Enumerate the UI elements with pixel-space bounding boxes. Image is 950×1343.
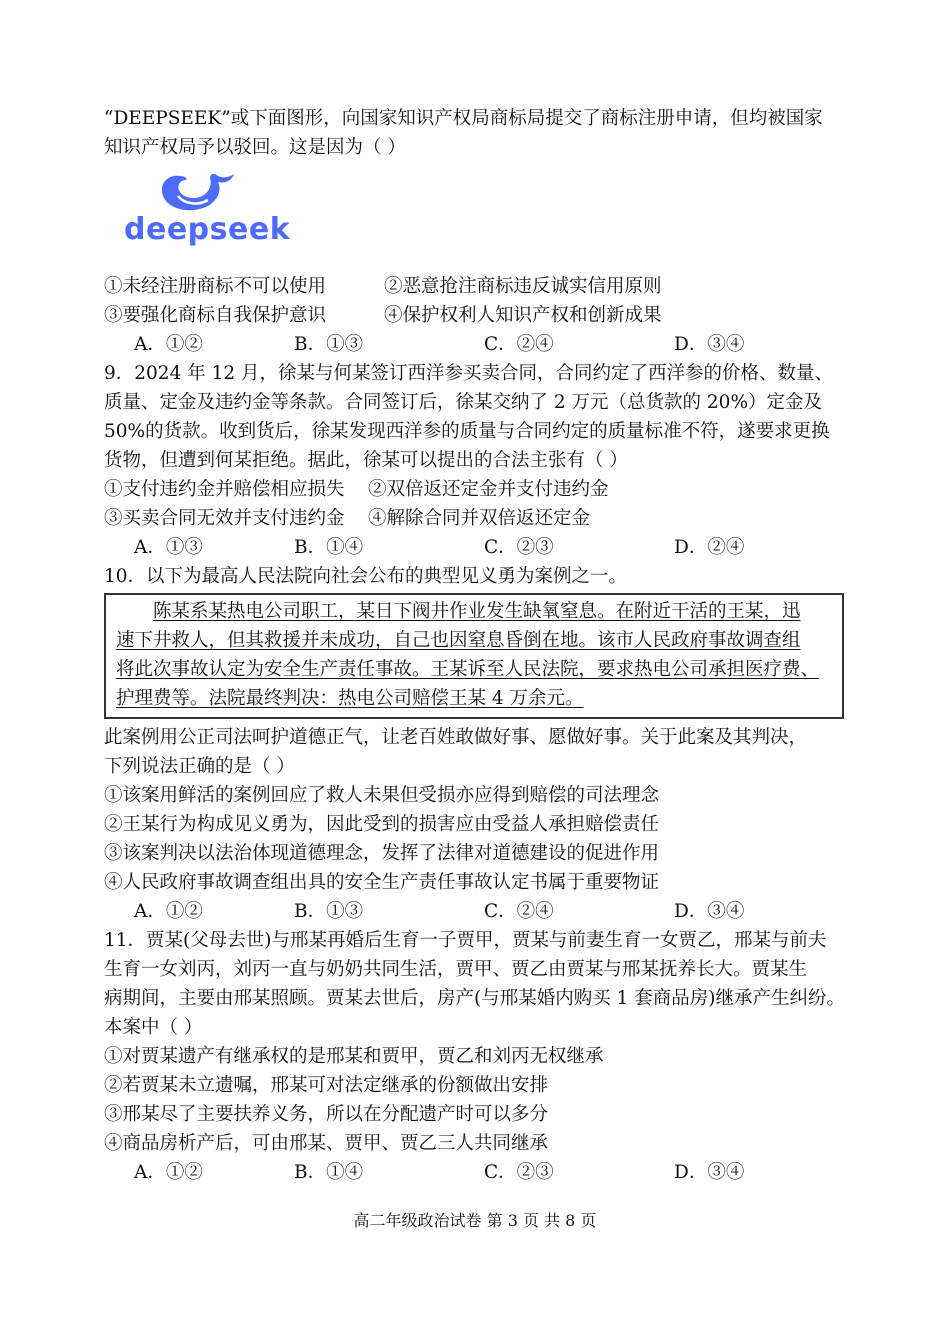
case-line-4: 护理费等。法院最终判决：热电公司赔偿王某 4 万余元。	[116, 688, 584, 709]
q11-statement-1: ①对贾某遗产有继承权的是邢某和贾甲，贾乙和刘丙无权继承	[104, 1046, 604, 1067]
q11-line-2: 生育一女刘丙，刘丙一直与奶奶共同生活，贾甲、贾乙由贾某与邢某抚养长大。贾某生	[104, 959, 808, 980]
q9-option-b: B．①④	[294, 537, 364, 558]
q11-option-c: C．②③	[484, 1162, 554, 1183]
logo-wordmark: deepseek	[124, 212, 291, 247]
page-footer: 高二年级政治试卷 第 3 页 共 8 页	[353, 1211, 597, 1230]
q8-statement-row	[104, 301, 846, 330]
q9-option-a: A．①③	[134, 537, 203, 558]
case-box	[104, 593, 844, 719]
q10-statement-2: ②王某行为构成见义勇为，因此受到的损害应由受益人承担赔偿责任	[104, 814, 660, 835]
q8-option-b: B．①③	[294, 334, 364, 355]
case-line-1: 陈某系某热电公司职工，某日下阀井作业发生缺氧窒息。在附近干活的王某，迅	[153, 601, 801, 622]
q9-statement-4: ④解除合同并双倍返还定金	[368, 508, 591, 529]
q11-line-4: 本案中（ ）	[104, 1017, 203, 1038]
q9-line-2: 质量、定金及违约金等条款。合同签订后，徐某交纳了 2 万元（总货款的 20%）定金及	[104, 392, 823, 413]
q9-statement-1: ①支付违约金并赔偿相应损失	[104, 479, 345, 500]
q11-options	[104, 1158, 846, 1187]
q8-statement-1: ①未经注册商标不可以使用	[104, 276, 327, 297]
q11-statement-4: ④商品房析产后，可由邢某、贾甲、贾乙三人共同继承	[104, 1133, 549, 1154]
q9-options	[104, 533, 846, 562]
q9-line-4: 货物，但遭到何某拒绝。据此，徐某可以提出的合法主张有（ ）	[104, 450, 628, 471]
q11-statement-3: ③邢某尽了主要扶养义务，所以在分配遗产时可以多分	[104, 1104, 549, 1125]
q8-option-a: A．①②	[134, 334, 203, 355]
q8-option-d: D．③④	[674, 334, 745, 355]
q9-option-d: D．②④	[674, 537, 745, 558]
case-line-3: 将此次事故认定为安全生产责任事故。王某诉至人民法院，要求热电公司承担医疗费、	[116, 659, 820, 680]
q8-statement-3: ③要强化商标自我保护意识	[104, 305, 327, 326]
q10-statement-4: ④人民政府事故调查组出具的安全生产责任事故认定书属于重要物证	[104, 872, 660, 893]
q8-intro-line-2: 知识产权局予以驳回。这是因为（ ）	[104, 137, 406, 158]
deepseek-logo	[104, 162, 846, 272]
q8-options	[104, 330, 846, 359]
q8-statement-4: ④保护权利人知识产权和创新成果	[384, 305, 662, 326]
q8-statement-2: ②恶意抢注商标违反诚实信用原则	[384, 276, 662, 297]
q11-option-d: D．③④	[674, 1162, 745, 1183]
q10-statement-3: ③该案判决以法治体现道德理念，发挥了法律对道德建设的促进作用	[104, 843, 660, 864]
page-content	[104, 104, 846, 1187]
q11-option-b: B．①④	[294, 1162, 364, 1183]
q11-option-a: A．①②	[134, 1162, 203, 1183]
q8-statement-row	[104, 272, 846, 301]
q9-line-1: 9．2024 年 12 月，徐某与何某签订西洋参买卖合同，合同约定了西洋参的价格、数量、	[104, 363, 834, 384]
q10-option-a: A．①②	[134, 901, 203, 922]
q10-option-c: C．②④	[484, 901, 554, 922]
q10-option-b: B．①③	[294, 901, 364, 922]
q9-statement-3: ③买卖合同无效并支付违约金	[104, 508, 345, 529]
q8-intro-line-1: “DEEPSEEK”或下面图形，向国家知识产权局商标局提交了商标注册申请，但均被国家	[104, 108, 823, 129]
q11-line-3: 病期间，主要由邢某照顾。贾某去世后，房产(与邢某婚内购买 1 套商品房)继承产生纠纷。	[104, 988, 845, 1009]
q10-after-1: 此案例用公正司法呵护道德正气，让老百姓敢做好事、愿做好事。关于此案及其判决，	[104, 727, 808, 748]
q11-line-1: 11．贾某(父母去世)与邢某再婚后生育一子贾甲，贾某与前妻生育一女贾乙，邢某与前夫	[104, 930, 827, 951]
q10-statement-1: ①该案用鲜活的案例回应了救人未果但受损亦应得到赔偿的司法理念	[104, 785, 660, 806]
q9-statement-row	[104, 504, 846, 533]
case-line-2: 速下井救人，但其救援并未成功，自己也因窒息昏倒在地。该市人民政府事故调查组	[116, 630, 801, 651]
q10-option-d: D．③④	[674, 901, 745, 922]
q10-after-2: 下列说法正确的是（ ）	[104, 756, 295, 777]
q9-line-3: 50%的货款。收到货后，徐某发现西洋参的质量与合同约定的质量标准不符，遂要求更换	[104, 421, 830, 442]
q10-intro: 10．以下为最高人民法院向社会公布的典型见义勇为案例之一。	[104, 566, 628, 587]
q11-statement-2: ②若贾某未立遗嘱，邢某可对法定继承的份额做出安排	[104, 1075, 549, 1096]
q9-statement-row	[104, 475, 846, 504]
q9-option-c: C．②③	[484, 537, 554, 558]
q9-statement-2: ②双倍返还定金并支付违约金	[368, 479, 609, 500]
q8-option-c: C．②④	[484, 334, 554, 355]
q10-options	[104, 897, 846, 926]
